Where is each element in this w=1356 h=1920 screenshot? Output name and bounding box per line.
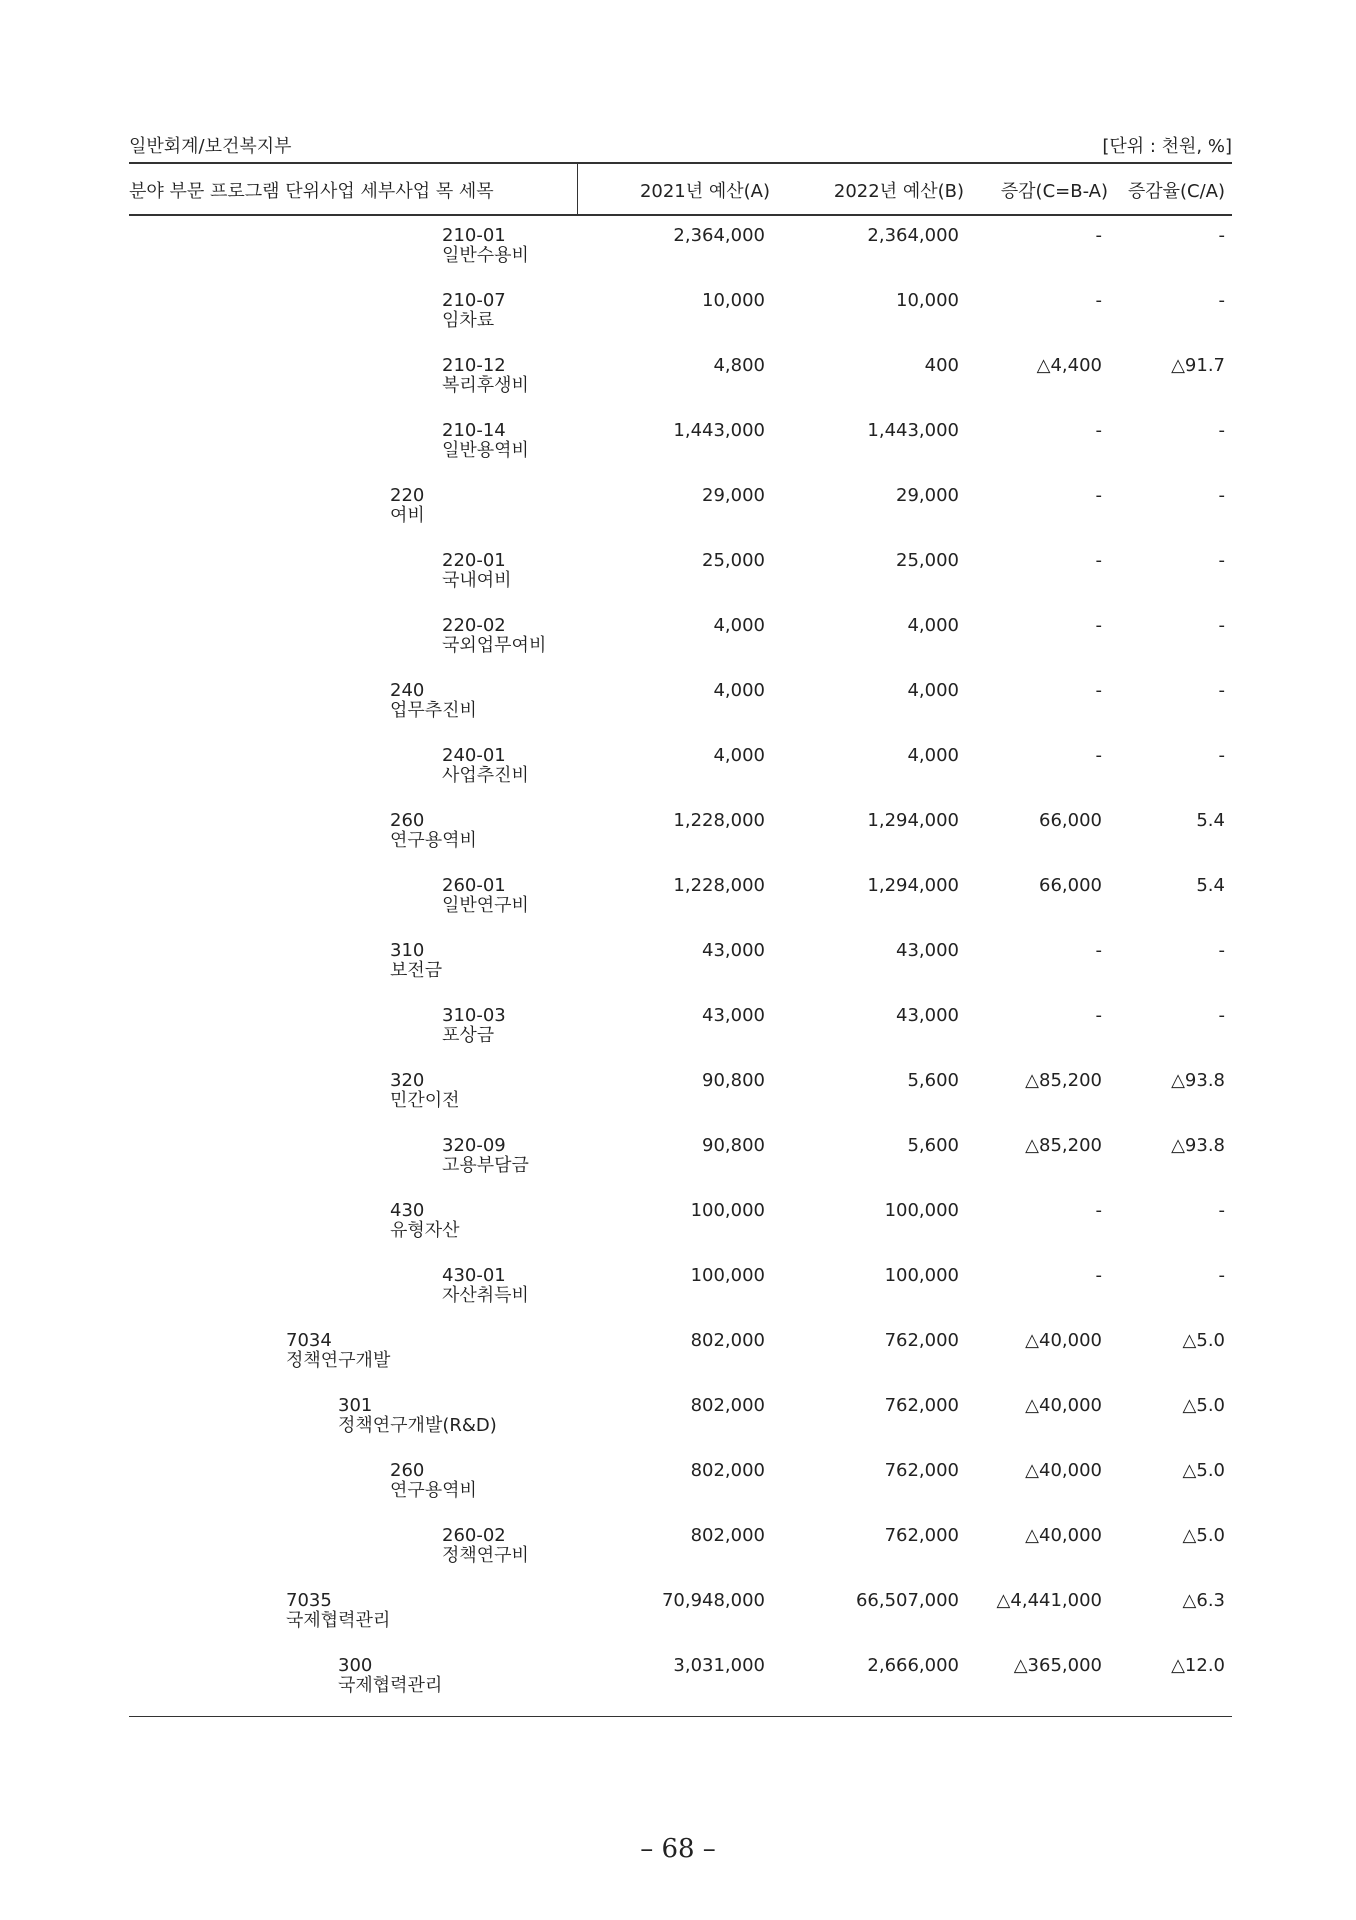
budget-2022-value: 400 <box>924 355 959 376</box>
change-value: △4,441,000 <box>996 1590 1102 1611</box>
change-rate-value: - <box>1218 745 1225 766</box>
change-value: △40,000 <box>1025 1460 1102 1481</box>
row-code: 210-12 <box>442 355 506 376</box>
budget-2021-value: 3,031,000 <box>673 1655 765 1676</box>
table-row <box>129 1126 1232 1191</box>
budget-2021-value: 2,364,000 <box>673 225 765 246</box>
budget-2022-value: 1,294,000 <box>867 875 959 896</box>
row-name: 여비 <box>390 505 425 526</box>
change-rate-value: - <box>1218 420 1225 441</box>
budget-2021-value: 90,800 <box>702 1135 765 1156</box>
row-code: 210-14 <box>442 420 506 441</box>
row-name: 정책연구개발 <box>286 1350 391 1371</box>
budget-2021-value: 4,000 <box>713 680 765 701</box>
row-name: 연구용역비 <box>390 830 477 851</box>
table-row <box>129 541 1232 606</box>
table-row <box>129 1386 1232 1451</box>
row-code: 240 <box>390 680 425 701</box>
change-rate-value: △5.0 <box>1182 1460 1225 1481</box>
change-value: - <box>1095 615 1102 636</box>
row-name: 일반용역비 <box>442 440 529 461</box>
change-rate-value: 5.4 <box>1196 810 1225 831</box>
table-row <box>129 1646 1232 1711</box>
change-rate-value: - <box>1218 940 1225 961</box>
row-name: 연구용역비 <box>390 1480 477 1501</box>
row-code: 260-01 <box>442 875 506 896</box>
change-value: - <box>1095 225 1102 246</box>
budget-table <box>129 162 1232 1711</box>
row-code: 430 <box>390 1200 425 1221</box>
change-value: △40,000 <box>1025 1525 1102 1546</box>
change-value: - <box>1095 420 1102 441</box>
budget-2022-value: 762,000 <box>884 1460 959 1481</box>
row-name: 포상금 <box>442 1025 495 1046</box>
budget-2022-value: 25,000 <box>896 550 959 571</box>
row-label <box>338 1396 497 1436</box>
budget-2021-value: 90,800 <box>702 1070 765 1091</box>
change-value: - <box>1095 1005 1102 1026</box>
row-label <box>390 1071 460 1111</box>
change-value: △40,000 <box>1025 1330 1102 1351</box>
change-rate-value: △93.8 <box>1171 1070 1225 1091</box>
budget-2021-value: 802,000 <box>690 1395 765 1416</box>
row-name: 자산취득비 <box>442 1285 529 1306</box>
row-label <box>442 876 529 916</box>
row-name: 사업추진비 <box>442 765 529 786</box>
page-header <box>129 132 1232 160</box>
change-value: - <box>1095 745 1102 766</box>
page-number: – 68 – <box>640 1834 716 1864</box>
row-label <box>390 811 477 851</box>
budget-2022-value: 66,507,000 <box>855 1590 959 1611</box>
row-label <box>442 1526 529 1566</box>
row-label <box>442 1266 529 1306</box>
budget-2022-value: 2,666,000 <box>867 1655 959 1676</box>
row-label <box>442 746 529 786</box>
change-value: △365,000 <box>1013 1655 1102 1676</box>
row-label <box>442 1006 506 1046</box>
budget-2021-value: 1,443,000 <box>673 420 765 441</box>
budget-2022-value: 4,000 <box>907 745 959 766</box>
budget-2022-value: 43,000 <box>896 940 959 961</box>
change-value: △40,000 <box>1025 1395 1102 1416</box>
row-name: 복리후생비 <box>442 375 529 396</box>
row-code: 220-02 <box>442 615 506 636</box>
table-row <box>129 411 1232 476</box>
change-value: △85,200 <box>1025 1135 1102 1156</box>
row-label <box>442 421 529 461</box>
row-label <box>442 291 506 331</box>
row-code: 320 <box>390 1070 425 1091</box>
table-row <box>129 346 1232 411</box>
row-code: 220-01 <box>442 550 506 571</box>
change-rate-value: △5.0 <box>1182 1330 1225 1351</box>
row-name: 정책연구개발(R&D) <box>338 1415 497 1436</box>
row-name: 정책연구비 <box>442 1545 529 1566</box>
budget-2021-value: 29,000 <box>702 485 765 506</box>
budget-2022-value: 100,000 <box>884 1200 959 1221</box>
change-rate-value: - <box>1218 1265 1225 1286</box>
table-row <box>129 1256 1232 1321</box>
budget-2021-value: 802,000 <box>690 1330 765 1351</box>
change-value: △4,400 <box>1036 355 1102 376</box>
column-header-change-rate: 증감율(C/A) <box>1127 181 1225 202</box>
budget-2022-value: 4,000 <box>907 615 959 636</box>
budget-2022-value: 43,000 <box>896 1005 959 1026</box>
budget-2022-value: 1,443,000 <box>867 420 959 441</box>
change-value: - <box>1095 485 1102 506</box>
change-value: - <box>1095 680 1102 701</box>
budget-2022-value: 1,294,000 <box>867 810 959 831</box>
table-row <box>129 476 1232 541</box>
table-row <box>129 216 1232 281</box>
header-divider <box>577 164 578 214</box>
change-rate-value: △6.3 <box>1182 1590 1225 1611</box>
row-label <box>390 1201 460 1241</box>
budget-2021-value: 70,948,000 <box>661 1590 765 1611</box>
row-name: 보전금 <box>390 960 443 981</box>
budget-2021-value: 100,000 <box>690 1265 765 1286</box>
bottom-rule <box>129 1716 1232 1717</box>
change-rate-value: - <box>1218 485 1225 506</box>
change-value: - <box>1095 1265 1102 1286</box>
budget-2022-value: 10,000 <box>896 290 959 311</box>
column-header-2022: 2022년 예산(B) <box>833 181 964 202</box>
budget-2022-value: 29,000 <box>896 485 959 506</box>
row-code: 310 <box>390 940 425 961</box>
budget-2021-value: 4,000 <box>713 615 765 636</box>
row-name: 국제협력관리 <box>286 1610 391 1631</box>
change-value: - <box>1095 290 1102 311</box>
row-code: 310-03 <box>442 1005 506 1026</box>
row-code: 7034 <box>286 1330 332 1351</box>
budget-2022-value: 5,600 <box>907 1135 959 1156</box>
row-name: 민간이전 <box>390 1090 460 1111</box>
budget-2021-value: 43,000 <box>702 940 765 961</box>
change-value: 66,000 <box>1039 810 1102 831</box>
budget-2021-value: 100,000 <box>690 1200 765 1221</box>
change-rate-value: - <box>1218 550 1225 571</box>
budget-2022-value: 2,364,000 <box>867 225 959 246</box>
row-code: 260-02 <box>442 1525 506 1546</box>
row-code: 260 <box>390 1460 425 1481</box>
budget-2021-value: 1,228,000 <box>673 810 765 831</box>
row-code: 210-07 <box>442 290 506 311</box>
change-rate-value: - <box>1218 1200 1225 1221</box>
table-row <box>129 996 1232 1061</box>
budget-2021-value: 1,228,000 <box>673 875 765 896</box>
budget-2022-value: 762,000 <box>884 1525 959 1546</box>
table-row <box>129 801 1232 866</box>
table-row <box>129 1061 1232 1126</box>
row-label <box>442 356 529 396</box>
table-row <box>129 606 1232 671</box>
row-label <box>390 486 425 526</box>
change-value: 66,000 <box>1039 875 1102 896</box>
row-name: 국제협력관리 <box>338 1675 443 1696</box>
row-label <box>390 681 477 721</box>
budget-2022-value: 4,000 <box>907 680 959 701</box>
change-rate-value: - <box>1218 1005 1225 1026</box>
change-rate-value: - <box>1218 290 1225 311</box>
table-row <box>129 1451 1232 1516</box>
table-body <box>129 216 1232 1711</box>
row-name: 국외업무여비 <box>442 635 547 656</box>
table-row <box>129 931 1232 996</box>
row-label <box>442 226 529 266</box>
row-name: 일반연구비 <box>442 895 529 916</box>
change-rate-value: △93.8 <box>1171 1135 1225 1156</box>
row-code: 260 <box>390 810 425 831</box>
unit-label: [단위 : 천원, %] <box>1102 136 1232 157</box>
row-code: 240-01 <box>442 745 506 766</box>
change-rate-value: △5.0 <box>1182 1525 1225 1546</box>
row-name: 국내여비 <box>442 570 512 591</box>
budget-2022-value: 762,000 <box>884 1395 959 1416</box>
change-value: - <box>1095 1200 1102 1221</box>
row-code: 430-01 <box>442 1265 506 1286</box>
budget-2021-value: 4,000 <box>713 745 765 766</box>
row-code: 320-09 <box>442 1135 506 1156</box>
row-code: 301 <box>338 1395 373 1416</box>
row-label <box>338 1656 442 1696</box>
budget-2022-value: 5,600 <box>907 1070 959 1091</box>
table-row <box>129 1581 1232 1646</box>
change-rate-value: 5.4 <box>1196 875 1225 896</box>
row-label <box>286 1591 390 1631</box>
change-value: - <box>1095 940 1102 961</box>
row-label <box>286 1331 390 1371</box>
budget-2021-value: 25,000 <box>702 550 765 571</box>
row-name: 유형자산 <box>390 1220 460 1241</box>
change-rate-value: - <box>1218 225 1225 246</box>
table-row <box>129 671 1232 736</box>
row-label <box>442 1136 529 1176</box>
table-row <box>129 1516 1232 1581</box>
change-rate-value: △5.0 <box>1182 1395 1225 1416</box>
budget-2022-value: 762,000 <box>884 1330 959 1351</box>
budget-2021-value: 802,000 <box>690 1525 765 1546</box>
row-label <box>390 1461 477 1501</box>
row-name: 임차료 <box>442 310 495 331</box>
row-name: 일반수용비 <box>442 245 529 266</box>
column-header-change: 증감(C=B-A) <box>1000 181 1108 202</box>
change-rate-value: △12.0 <box>1171 1655 1225 1676</box>
row-name: 업무추진비 <box>390 700 477 721</box>
row-code: 220 <box>390 485 425 506</box>
table-row <box>129 866 1232 931</box>
change-rate-value: △91.7 <box>1171 355 1225 376</box>
column-header-2021: 2021년 예산(A) <box>639 181 770 202</box>
change-value: - <box>1095 550 1102 571</box>
change-value: △85,200 <box>1025 1070 1102 1091</box>
row-code: 210-01 <box>442 225 506 246</box>
change-rate-value: - <box>1218 680 1225 701</box>
budget-2021-value: 10,000 <box>702 290 765 311</box>
row-label <box>442 616 546 656</box>
budget-2022-value: 100,000 <box>884 1265 959 1286</box>
table-row <box>129 1191 1232 1256</box>
budget-2021-value: 4,800 <box>713 355 765 376</box>
row-code: 7035 <box>286 1590 332 1611</box>
row-code: 300 <box>338 1655 373 1676</box>
row-label <box>390 941 442 981</box>
budget-2021-value: 802,000 <box>690 1460 765 1481</box>
table-row <box>129 736 1232 801</box>
account-label: 일반회계/보건복지부 <box>129 136 292 157</box>
change-rate-value: - <box>1218 615 1225 636</box>
table-row <box>129 281 1232 346</box>
row-label <box>442 551 512 591</box>
table-row <box>129 1321 1232 1386</box>
column-header-hierarchy: 분야 부문 프로그램 단위사업 세부사업 목 세목 <box>129 181 494 202</box>
budget-2021-value: 43,000 <box>702 1005 765 1026</box>
row-name: 고용부담금 <box>442 1155 529 1176</box>
table-header <box>129 162 1232 216</box>
